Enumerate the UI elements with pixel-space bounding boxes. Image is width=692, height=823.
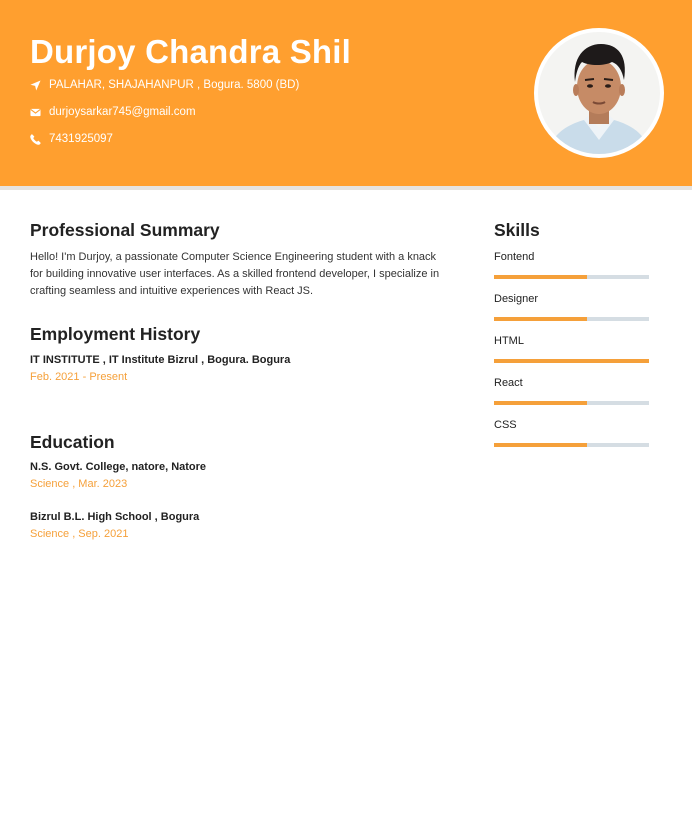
skill-bar-fill (494, 401, 587, 405)
employment-entry-dates: Feb. 2021 - Present (30, 371, 128, 383)
profile-photo (534, 28, 664, 158)
skill-label: CSS (494, 419, 517, 431)
skill-bar-fill (494, 443, 587, 447)
education-entry-title: N.S. Govt. College, natore, Natore (30, 461, 207, 473)
contact-phone (30, 133, 113, 145)
location-arrow-icon (30, 80, 41, 91)
summary-heading: Professional Summary (30, 220, 220, 240)
email-text[interactable]: durjoysarkar745@gmail.com (49, 106, 196, 118)
skill-item (494, 417, 649, 459)
education-entry-detail: Science , Mar. 2023 (30, 478, 128, 490)
skill-bar-track (494, 401, 649, 405)
contact-address (30, 79, 299, 91)
skill-bar-track (494, 443, 649, 447)
skill-bar-track (494, 317, 649, 321)
skill-bar-track (494, 275, 649, 279)
candidate-name: Durjoy Chandra Shil (30, 33, 352, 70)
skills-list (494, 249, 649, 459)
skill-label: React (494, 377, 523, 389)
education-heading: Education (30, 432, 115, 452)
skill-item (494, 291, 649, 333)
envelope-icon (30, 107, 41, 118)
skills-heading: Skills (494, 220, 540, 240)
phone-icon (30, 134, 41, 145)
education-entry-detail: Science , Sep. 2021 (30, 528, 129, 540)
summary-text: Hello! I'm Durjoy, a passionate Computer Science Engineering student with a knack for building innovative user interfaces. As a skilled frontend developer, I specialize in crafting seamless and intuitive experiences with React JS. (30, 251, 440, 297)
skill-bar-fill (494, 359, 649, 363)
employment-entry-title: IT INSTITUTE , IT Institute Bizrul , Bogura. Bogura (30, 354, 291, 366)
employment-heading: Employment History (30, 324, 201, 344)
skill-label: Designer (494, 293, 539, 305)
skill-item (494, 375, 649, 417)
header-divider (0, 186, 692, 190)
skill-item (494, 249, 649, 291)
skill-bar-fill (494, 317, 587, 321)
skill-bar-track (494, 359, 649, 363)
contact-email (30, 106, 196, 118)
phone-text[interactable]: 7431925097 (49, 133, 113, 145)
skill-label: HTML (494, 335, 524, 347)
skill-label: Fontend (494, 251, 535, 263)
skill-item (494, 333, 649, 375)
profile-portrait (538, 32, 660, 154)
education-entry-title: Bizrul B.L. High School , Bogura (30, 511, 200, 523)
address-text: PALAHAR, SHAJAHANPUR , Bogura. 5800 (BD) (49, 79, 300, 91)
skill-bar-fill (494, 275, 587, 279)
